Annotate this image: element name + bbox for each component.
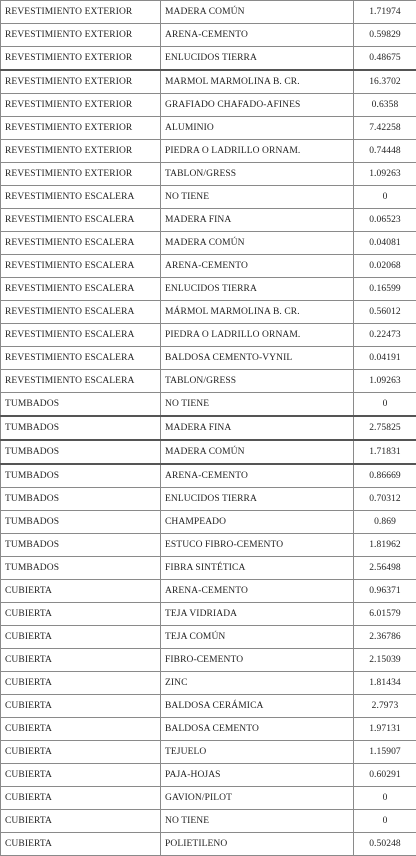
material-cell: TEJA COMÚN [161, 626, 354, 649]
category-cell: REVESTIMIENTO ESCALERA [1, 232, 161, 255]
table-row [1, 393, 416, 417]
value-cell: 1.15907 [354, 741, 416, 764]
material-cell: MADERA COMÚN [161, 232, 354, 255]
category-cell: TUMBADOS [1, 557, 161, 580]
table-row [1, 278, 416, 301]
value-cell: 0.48675 [354, 47, 416, 71]
table-row [1, 764, 416, 787]
material-cell: BALDOSA CEMENTO-VYNIL [161, 347, 354, 370]
table-row [1, 47, 416, 71]
table-row [1, 557, 416, 580]
category-cell: CUBIERTA [1, 626, 161, 649]
table-row [1, 649, 416, 672]
category-cell: REVESTIMIENTO ESCALERA [1, 324, 161, 347]
value-cell: 0.16599 [354, 278, 416, 301]
category-cell: CUBIERTA [1, 580, 161, 603]
category-cell: REVESTIMIENTO EXTERIOR [1, 24, 161, 47]
table-row [1, 370, 416, 393]
value-cell: 2.15039 [354, 649, 416, 672]
material-cell: NO TIENE [161, 186, 354, 209]
table-row [1, 741, 416, 764]
table-row [1, 603, 416, 626]
table-row [1, 186, 416, 209]
category-cell: REVESTIMIENTO EXTERIOR [1, 140, 161, 163]
material-cell: ARENA-CEMENTO [161, 464, 354, 488]
material-cell: ESTUCO FIBRO-CEMENTO [161, 534, 354, 557]
value-cell: 7.42258 [354, 117, 416, 140]
material-cell: TEJUELO [161, 741, 354, 764]
table-row [1, 488, 416, 511]
category-cell: CUBIERTA [1, 695, 161, 718]
category-cell: REVESTIMIENTO ESCALERA [1, 209, 161, 232]
material-cell: POLIETILENO [161, 833, 354, 856]
table-row [1, 209, 416, 232]
value-cell: 0.70312 [354, 488, 416, 511]
material-cell: PIEDRA O LADRILLO ORNAM. [161, 324, 354, 347]
category-cell: CUBIERTA [1, 603, 161, 626]
value-cell: 1.81434 [354, 672, 416, 695]
material-cell: MADERA FINA [161, 416, 354, 440]
value-cell: 0.50248 [354, 833, 416, 856]
value-cell: 0 [354, 810, 416, 833]
table-row [1, 416, 416, 440]
value-cell: 0.86669 [354, 464, 416, 488]
material-cell: NO TIENE [161, 810, 354, 833]
table-row [1, 787, 416, 810]
category-cell: CUBIERTA [1, 810, 161, 833]
table-row [1, 718, 416, 741]
category-cell: CUBIERTA [1, 649, 161, 672]
category-cell: REVESTIMIENTO EXTERIOR [1, 1, 161, 24]
material-cell: ENLUCIDOS TIERRA [161, 47, 354, 71]
table-row [1, 534, 416, 557]
category-cell: CUBIERTA [1, 741, 161, 764]
table-row [1, 94, 416, 117]
value-cell: 0.59829 [354, 24, 416, 47]
value-cell: 0.02068 [354, 255, 416, 278]
material-cell: MÁRMOL MARMOLINA B. CR. [161, 301, 354, 324]
table-row [1, 672, 416, 695]
value-cell: 0.60291 [354, 764, 416, 787]
category-cell: CUBIERTA [1, 672, 161, 695]
value-cell: 0.04191 [354, 347, 416, 370]
material-cell: MADERA FINA [161, 209, 354, 232]
table-row [1, 347, 416, 370]
category-cell: TUMBADOS [1, 534, 161, 557]
table-row [1, 255, 416, 278]
table-row [1, 511, 416, 534]
table-row [1, 464, 416, 488]
value-cell: 16.3702 [354, 70, 416, 94]
material-cell: ARENA-CEMENTO [161, 24, 354, 47]
table-row [1, 24, 416, 47]
value-cell: 1.09263 [354, 163, 416, 186]
category-cell: TUMBADOS [1, 511, 161, 534]
category-cell: CUBIERTA [1, 764, 161, 787]
value-cell: 2.75825 [354, 416, 416, 440]
category-cell: REVESTIMIENTO ESCALERA [1, 347, 161, 370]
value-cell: 2.7973 [354, 695, 416, 718]
value-cell: 0 [354, 393, 416, 417]
table-row [1, 1, 416, 24]
material-cell: TABLON/GRESS [161, 370, 354, 393]
value-cell: 0 [354, 186, 416, 209]
value-cell: 2.36786 [354, 626, 416, 649]
category-cell: REVESTIMIENTO EXTERIOR [1, 47, 161, 71]
table-row [1, 70, 416, 94]
value-cell: 1.71831 [354, 440, 416, 464]
value-cell: 2.56498 [354, 557, 416, 580]
material-cell: CHAMPEADO [161, 511, 354, 534]
material-cell: FIBRO-CEMENTO [161, 649, 354, 672]
value-cell: 0.06523 [354, 209, 416, 232]
material-cell: PIEDRA O LADRILLO ORNAM. [161, 140, 354, 163]
value-cell: 0.04081 [354, 232, 416, 255]
value-cell: 1.97131 [354, 718, 416, 741]
material-cell: BALDOSA CERÁMICA [161, 695, 354, 718]
table-row [1, 810, 416, 833]
category-cell: REVESTIMIENTO EXTERIOR [1, 94, 161, 117]
material-cell: TABLON/GRESS [161, 163, 354, 186]
material-cell: ARENA-CEMENTO [161, 255, 354, 278]
value-cell: 0.56012 [354, 301, 416, 324]
category-cell: TUMBADOS [1, 464, 161, 488]
value-cell: 0.96371 [354, 580, 416, 603]
material-cell: MARMOL MARMOLINA B. CR. [161, 70, 354, 94]
material-cell: GAVION/PILOT [161, 787, 354, 810]
category-cell: TUMBADOS [1, 393, 161, 417]
table-body [1, 1, 416, 856]
category-cell: REVESTIMIENTO EXTERIOR [1, 117, 161, 140]
table-row [1, 232, 416, 255]
material-cell: ARENA-CEMENTO [161, 580, 354, 603]
category-cell: REVESTIMIENTO ESCALERA [1, 370, 161, 393]
material-cell: NO TIENE [161, 393, 354, 417]
table-row [1, 140, 416, 163]
material-cell: MADERA COMÚN [161, 440, 354, 464]
category-cell: CUBIERTA [1, 787, 161, 810]
value-cell: 1.71974 [354, 1, 416, 24]
material-cell: ALUMINIO [161, 117, 354, 140]
category-cell: TUMBADOS [1, 440, 161, 464]
table-row [1, 440, 416, 464]
material-cell: ENLUCIDOS TIERRA [161, 488, 354, 511]
category-cell: REVESTIMIENTO ESCALERA [1, 301, 161, 324]
category-cell: TUMBADOS [1, 416, 161, 440]
category-cell: CUBIERTA [1, 718, 161, 741]
category-cell: REVESTIMIENTO ESCALERA [1, 255, 161, 278]
material-cell: BALDOSA CEMENTO [161, 718, 354, 741]
table-row [1, 833, 416, 856]
value-cell: 0.74448 [354, 140, 416, 163]
category-cell: TUMBADOS [1, 488, 161, 511]
value-cell: 0 [354, 787, 416, 810]
value-cell: 0.22473 [354, 324, 416, 347]
table-row [1, 117, 416, 140]
material-cell: TEJA VIDRIADA [161, 603, 354, 626]
table-row [1, 324, 416, 347]
category-cell: REVESTIMIENTO ESCALERA [1, 278, 161, 301]
value-cell: 1.81962 [354, 534, 416, 557]
value-cell: 6.01579 [354, 603, 416, 626]
table-row [1, 695, 416, 718]
table-row [1, 580, 416, 603]
material-cell: ENLUCIDOS TIERRA [161, 278, 354, 301]
material-cell: MADERA COMÚN [161, 1, 354, 24]
material-cell: ZINC [161, 672, 354, 695]
value-cell: 0.869 [354, 511, 416, 534]
table-row [1, 626, 416, 649]
table-row [1, 163, 416, 186]
material-cell: FIBRA SINTÉTICA [161, 557, 354, 580]
material-cell: PAJA-HOJAS [161, 764, 354, 787]
table-row [1, 301, 416, 324]
category-cell: REVESTIMIENTO EXTERIOR [1, 163, 161, 186]
category-cell: CUBIERTA [1, 833, 161, 856]
category-cell: REVESTIMIENTO EXTERIOR [1, 70, 161, 94]
category-cell: REVESTIMIENTO ESCALERA [1, 186, 161, 209]
value-cell: 0.6358 [354, 94, 416, 117]
material-cell: GRAFIADO CHAFADO-AFINES [161, 94, 354, 117]
value-cell: 1.09263 [354, 370, 416, 393]
